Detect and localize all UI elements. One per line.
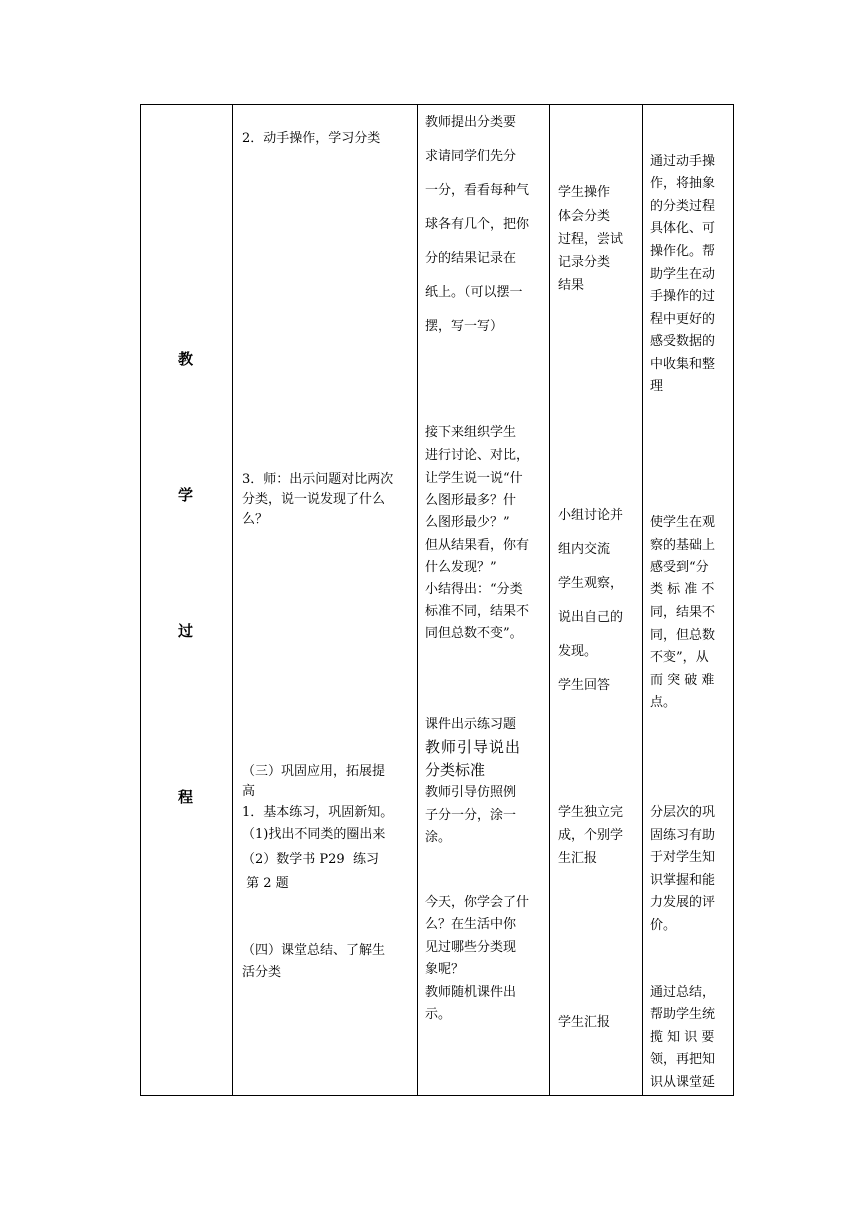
section-title-char: 程	[178, 788, 194, 806]
design-intent-line: 具体化、可	[650, 221, 716, 236]
teacher-activity-line: 涂。	[425, 830, 452, 845]
teacher-activity-line: 子分一分，涂一	[425, 808, 517, 823]
teacher-activity-line: 教师引导说出	[425, 738, 522, 756]
design-intent-line: 同，结果不	[650, 605, 716, 620]
student-activity-line: 结果	[558, 278, 585, 293]
teacher-activity-line: 教师随机课件出	[425, 985, 517, 1000]
student-activity-line: 组内交流	[558, 542, 611, 557]
teacher-activity-line: 球各有几个，把你	[425, 217, 530, 232]
design-intent-line: 类 标 准 不	[650, 582, 715, 597]
design-intent-line: 于对学生知	[650, 850, 716, 865]
design-intent-line: 而 突 破 难	[650, 673, 715, 688]
teacher-activity-line: 摆，写一写）	[425, 319, 504, 334]
teacher-activity-line: 标准不同，结果不	[425, 604, 530, 619]
column-divider	[549, 105, 550, 1095]
design-intent-line: 通过总结，	[650, 985, 716, 1000]
design-intent-line: 揽 知 识 要	[650, 1030, 715, 1045]
design-intent-line: 识从课堂延	[650, 1075, 716, 1090]
design-intent-line: 帮助学生统	[650, 1007, 716, 1022]
column-divider	[232, 105, 233, 1095]
design-intent-line: 程中更好的	[650, 312, 716, 327]
teacher-activity-line: 示。	[425, 1007, 452, 1022]
teacher-activity-line: 分的结果记录在	[425, 251, 517, 266]
step-3-line: 么？	[242, 512, 269, 527]
section-title-char: 过	[178, 622, 194, 640]
section-4-line: 活分类	[242, 965, 282, 980]
student-activity-line: 过程，尝试	[558, 232, 624, 247]
design-intent-line: 分层次的巩	[650, 805, 716, 820]
design-intent-line: 助学生在动	[650, 267, 716, 282]
design-intent-line: 不变”，从	[650, 650, 709, 665]
section-3-line: 1．基本练习，巩固新知。	[242, 805, 394, 820]
student-activity-line: 记录分类	[558, 255, 611, 270]
design-intent-line: 察的基础上	[650, 538, 716, 553]
design-intent-line: 固练习有助	[650, 828, 716, 843]
student-activity-line: 学生操作	[558, 185, 611, 200]
design-intent-line: 同，但总数	[650, 628, 716, 643]
student-activity-line: 小组讨论并	[558, 508, 624, 523]
design-intent-line: 使学生在观	[650, 515, 716, 530]
teacher-activity-line: 象呢？	[425, 962, 465, 977]
teacher-activity-line: 课件出示练习题	[425, 717, 517, 732]
design-intent-line: 价。	[650, 918, 677, 933]
design-intent-line: 手操作的过	[650, 289, 716, 304]
teacher-activity-line: 么图形最多？什	[425, 493, 517, 508]
teacher-activity-line: 分类标准	[425, 761, 486, 779]
teacher-activity-line: 今天，你学会了什	[425, 895, 530, 910]
student-activity-line: 体会分类	[558, 209, 611, 224]
teacher-activity-line: 么？在生活中你	[425, 917, 517, 932]
design-intent-line: 操作化。帮	[650, 244, 716, 259]
teacher-activity-line: 但从结果看，你有	[425, 538, 530, 553]
student-activity-line: 生汇报	[558, 851, 598, 866]
teacher-activity-line: 同但总数不变”。	[425, 626, 523, 641]
design-intent-line: 的分类过程	[650, 199, 716, 214]
step-3-line: 分类，说一说发现了什么	[242, 492, 386, 507]
section-3-line: 高	[242, 784, 256, 799]
teacher-activity-line: 小结得出：“分类	[425, 582, 523, 597]
teacher-activity-line: 么图形最少？”	[425, 515, 510, 530]
section-3-line: （2）数学书 P29 练习	[242, 852, 379, 867]
teacher-activity-line: 教师提出分类要	[425, 115, 517, 130]
section-4-line: （四）课堂总结、了解生	[242, 943, 386, 958]
teacher-activity-line: 让学生说一说“什	[425, 471, 523, 486]
student-activity-line: 说出自己的	[558, 610, 624, 625]
student-activity-line: 学生回答	[558, 678, 611, 693]
student-activity-line: 学生汇报	[558, 1015, 611, 1030]
teacher-activity-line: 教师引导仿照例	[425, 785, 517, 800]
section-3-line: （1)找出不同类的圈出来	[242, 827, 386, 842]
design-intent-line: 作，将抽象	[650, 176, 716, 191]
student-activity-line: 发现。	[558, 644, 598, 659]
section-3-line: 第 2 题	[242, 876, 289, 891]
column-divider	[417, 105, 418, 1095]
section-title-char: 学	[178, 486, 194, 504]
student-activity-line: 学生观察，	[558, 576, 624, 591]
design-intent-line: 识掌握和能	[650, 873, 716, 888]
step-2-text: 2．动手操作，学习分类	[242, 131, 381, 146]
teacher-activity-line: 求请同学们先分	[425, 149, 517, 164]
design-intent-line: 通过动手操	[650, 154, 716, 169]
student-activity-line: 学生独立完	[558, 805, 624, 820]
design-intent-line: 理	[650, 379, 664, 394]
design-intent-line: 点。	[650, 695, 677, 710]
design-intent-line: 感受到“分	[650, 560, 709, 575]
student-activity-line: 成，个别学	[558, 828, 624, 843]
teacher-activity-line: 什么发现？”	[425, 560, 497, 575]
design-intent-line: 中收集和整	[650, 357, 716, 372]
design-intent-line: 感受数据的	[650, 334, 716, 349]
design-intent-line: 力发展的评	[650, 895, 716, 910]
step-3-line: 3．师：出示问题对比两次	[242, 472, 394, 487]
teacher-activity-line: 纸上。（可以摆一	[425, 285, 523, 300]
section-title-char: 教	[178, 350, 194, 368]
teacher-activity-line: 一分，看看每种气	[425, 183, 530, 198]
teacher-activity-line: 进行讨论、对比，	[425, 448, 530, 463]
section-3-line: （三）巩固应用，拓展提	[242, 764, 386, 779]
column-divider	[642, 105, 643, 1095]
teacher-activity-line: 接下来组织学生	[425, 425, 517, 440]
teacher-activity-line: 见过哪些分类现	[425, 940, 517, 955]
design-intent-line: 领，再把知	[650, 1052, 716, 1067]
